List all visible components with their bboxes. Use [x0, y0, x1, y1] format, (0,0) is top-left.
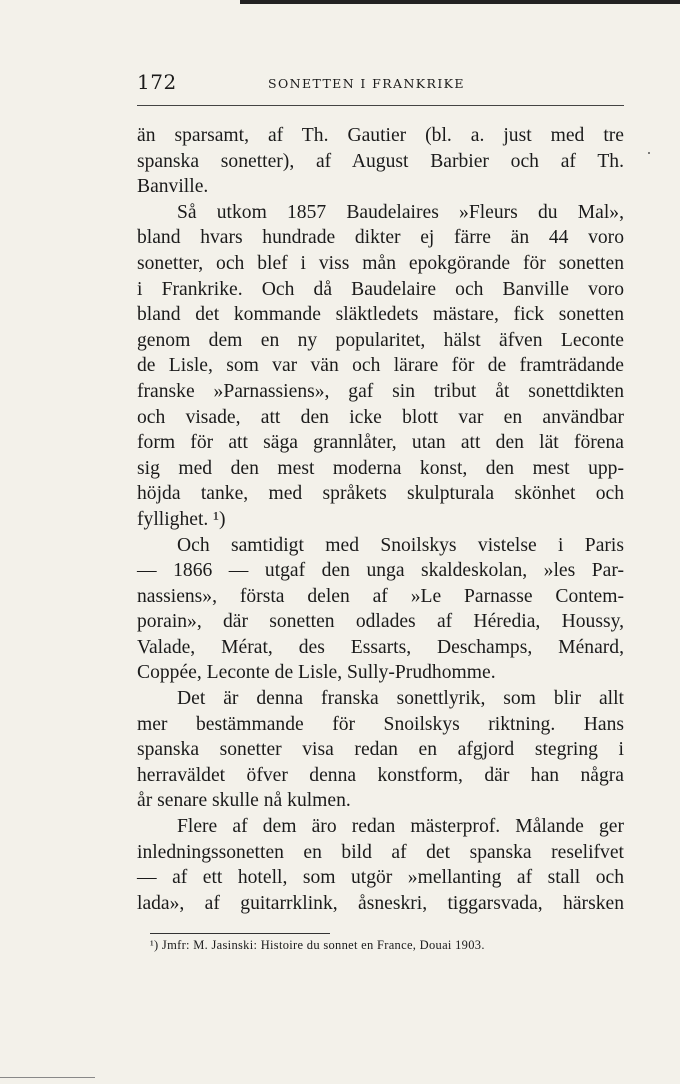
text-line: — af ett hotell, som utgör »mellanting af stall och [137, 867, 624, 889]
text-line: spanska sonetter visa redan en afgjord stegring i [137, 739, 624, 761]
text-line: Flere af dem äro redan mästerprof. Målande ger [177, 816, 624, 838]
text-line: Och samtidigt med Snoilskys vistelse i Paris [177, 534, 624, 556]
text-line: höjda tanke, med språkets skulpturala skönhet och [137, 483, 624, 505]
print-speck [648, 152, 650, 154]
text-line: i Frankrike. Och då Baudelaire och Banville voro [137, 278, 624, 300]
text-line: inledningssonetten en bild af det spanska reselifvet [137, 841, 624, 863]
text-line: Banville. [137, 176, 209, 198]
text-line: fyllighet. ¹) [137, 508, 226, 530]
text-line: herraväldet öfver denna konstform, där han några [137, 764, 624, 786]
header-rule [137, 105, 624, 106]
text-line: genom dem en ny popularitet, hälst äfven Leconte [137, 329, 624, 351]
bottom-edge-rule [0, 1077, 95, 1078]
text-line: sonetter, och blef i viss mån epokgörande för sonetten [137, 252, 624, 274]
text-line: bland det kommande släktledets mästare, fick sonetten [137, 304, 624, 326]
text-line: Coppée, Leconte de Lisle, Sully-Prudhomme. [137, 662, 496, 684]
text-line: bland hvars hundrade dikter ej färre än 44 voro [137, 227, 624, 249]
text-line: sig med den mest moderna konst, den mest upp- [137, 457, 624, 479]
page-header [137, 70, 624, 100]
text-line: de Lisle, som var vän och lärare för de framträdande [137, 355, 624, 377]
text-line: franske »Parnassiens», gaf sin tribut åt sonettdikten [137, 380, 624, 402]
footnote: ¹) Jmfr: M. Jasinski: Histoire du sonnet en France, Douai 1903. [150, 938, 485, 952]
text-line: porain», där sonetten odlades af Héredia, Houssy, [137, 611, 624, 633]
running-title: SONETTEN I FRANKRIKE [268, 76, 465, 91]
text-line: nassiens», första delen af »Le Parnasse Contem- [137, 585, 624, 607]
text-line: år senare skulle nå kulmen. [137, 790, 351, 812]
text-line: Valade, Mérat, des Essarts, Deschamps, Ménard, [137, 636, 624, 658]
text-line: form för att säga grannlåter, utan att den lät förena [137, 432, 624, 454]
text-line: — 1866 — utgaf den unga skaldeskolan, »les Par- [137, 560, 624, 582]
text-line: lada», af guitarrklink, åsneskri, tiggarsvada, härsken [137, 892, 624, 914]
body-text [137, 123, 624, 916]
text-line: och visade, att den icke blott var en användbar [137, 406, 624, 428]
text-line: spanska sonetter), af August Barbier och af Th. [137, 150, 624, 172]
top-edge-rule [240, 0, 680, 4]
page-number: 172 [137, 70, 177, 94]
text-line: mer bestämmande för Snoilskys riktning. Hans [137, 713, 624, 735]
text-line: Det är denna franska sonettlyrik, som blir allt [177, 688, 624, 710]
text-line: Så utkom 1857 Baudelaires »Fleurs du Mal», [177, 201, 624, 223]
footnote-rule [150, 933, 330, 934]
text-line: än sparsamt, af Th. Gautier (bl. a. just med tre [137, 125, 624, 146]
